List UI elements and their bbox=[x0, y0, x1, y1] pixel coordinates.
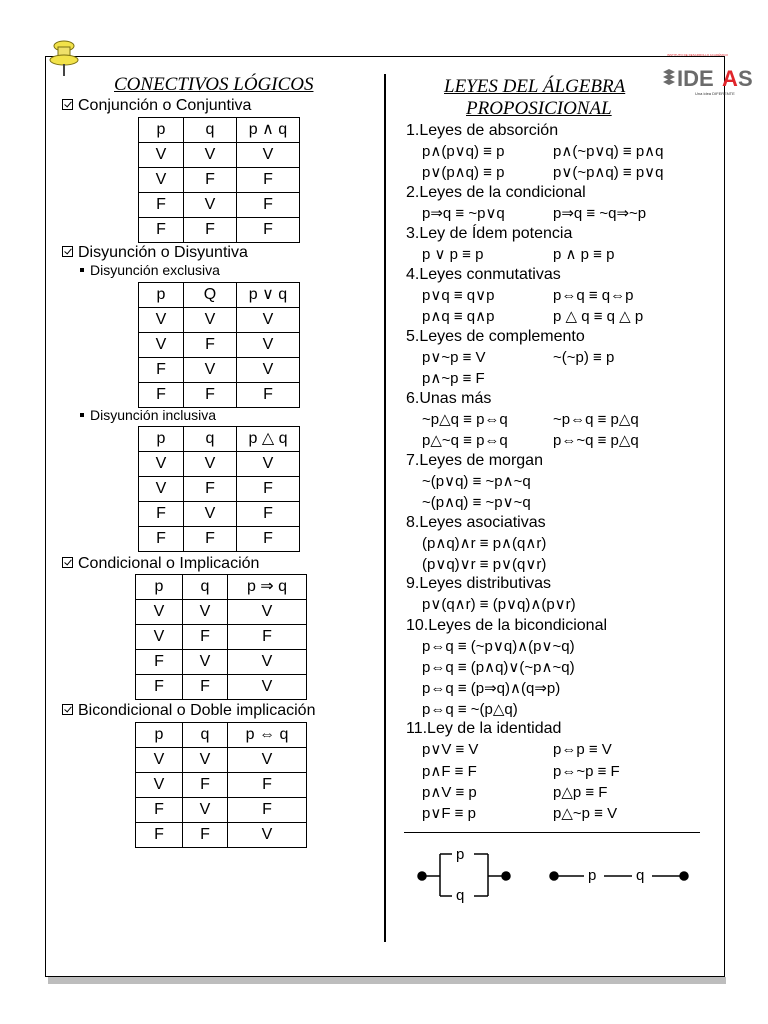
table-row bbox=[139, 193, 300, 218]
table-cell: V bbox=[139, 477, 184, 502]
table-cell: V bbox=[237, 143, 300, 168]
law-formula: ~p⇔q ≡ p△q bbox=[553, 411, 639, 428]
checkbox-icon bbox=[62, 557, 73, 568]
condicional-table bbox=[135, 574, 307, 700]
bicondicional-table bbox=[135, 722, 307, 848]
table-cell: V bbox=[139, 333, 184, 358]
table-header bbox=[139, 283, 300, 308]
table-cell: F bbox=[136, 675, 183, 700]
table-cell: q bbox=[184, 427, 237, 452]
table-row bbox=[139, 502, 300, 527]
table-cell: F bbox=[136, 650, 183, 675]
pushpin-icon bbox=[42, 38, 86, 86]
ideas-logo bbox=[655, 50, 761, 100]
law-heading: 3.Ley de Ídem potencia bbox=[406, 225, 573, 242]
table-cell: V bbox=[184, 143, 237, 168]
table-cell: F bbox=[139, 502, 184, 527]
bullet-icon bbox=[80, 268, 84, 272]
table-cell: F bbox=[237, 193, 300, 218]
table-cell: F bbox=[228, 773, 307, 798]
law-formula: p∨V ≡ V bbox=[422, 741, 479, 758]
inclusiva-label: Disyunción inclusiva bbox=[80, 407, 216, 423]
law-formula: (p∨q)∨r ≡ p∨(q∨r) bbox=[422, 556, 547, 573]
table-row bbox=[139, 452, 300, 477]
law-formula: p⇔q ≡ (~p∨q)∧(p∨~q) bbox=[422, 638, 575, 655]
law-formula: p⇒q ≡ ~p∨q bbox=[422, 205, 505, 222]
table-cell: V bbox=[136, 600, 183, 625]
table-row bbox=[136, 625, 307, 650]
table-cell: V bbox=[139, 308, 184, 333]
table-row bbox=[136, 600, 307, 625]
table-cell: p ⇒ q bbox=[228, 575, 307, 600]
exclusiva-table bbox=[138, 282, 300, 408]
series-q: q bbox=[636, 867, 645, 884]
table-cell: q bbox=[184, 118, 237, 143]
law-formula: p △ q ≡ q △ p bbox=[553, 308, 644, 325]
leyes-title-line2: PROPOSICIONAL bbox=[466, 98, 612, 119]
conjuncion-heading: Conjunción o Conjuntiva bbox=[62, 97, 251, 115]
table-cell: F bbox=[183, 823, 228, 848]
law-formula: p⇔~q ≡ p△q bbox=[553, 432, 639, 449]
table-cell: V bbox=[136, 625, 183, 650]
table-cell: F bbox=[184, 168, 237, 193]
inclusiva-table bbox=[138, 426, 300, 552]
bicondicional-heading: Bicondicional o Doble implicación bbox=[62, 702, 315, 720]
table-cell: V bbox=[184, 502, 237, 527]
table-row bbox=[139, 218, 300, 243]
table-cell: p bbox=[136, 575, 183, 600]
svg-text:INSTITUTO DE DESARROLLO ACADÉM: INSTITUTO DE DESARROLLO ACADÉMICO bbox=[667, 53, 728, 57]
law-heading: 11.Ley de la identidad bbox=[406, 720, 562, 737]
table-cell: V bbox=[228, 600, 307, 625]
table-row bbox=[139, 477, 300, 502]
law-formula: p⇔q ≡ ~(p△q) bbox=[422, 701, 518, 718]
table-cell: F bbox=[228, 625, 307, 650]
table-cell: q bbox=[183, 723, 228, 748]
table-cell: V bbox=[228, 650, 307, 675]
law-heading: 8.Leyes asociativas bbox=[406, 514, 546, 531]
law-formula: p⇔q ≡ q⇔p bbox=[553, 287, 634, 304]
law-heading: 10.Leyes de la bicondicional bbox=[406, 617, 608, 634]
table-cell: F bbox=[237, 218, 300, 243]
table-cell: p bbox=[139, 283, 184, 308]
law-formula: p∧(p∨q) ≡ p bbox=[422, 143, 505, 160]
table-row bbox=[139, 333, 300, 358]
table-cell: V bbox=[237, 358, 300, 383]
law-formula: p ∧ p ≡ p bbox=[553, 246, 615, 263]
law-formula: p△p ≡ F bbox=[553, 784, 608, 801]
table-row bbox=[136, 798, 307, 823]
table-row bbox=[139, 168, 300, 193]
law-formula: ~(~p) ≡ p bbox=[553, 349, 615, 366]
law-formula: p∧q ≡ q∧p bbox=[422, 308, 495, 325]
law-formula: p∨~p ≡ V bbox=[422, 349, 486, 366]
table-cell: F bbox=[184, 383, 237, 408]
condicional-heading: Condicional o Implicación bbox=[62, 555, 259, 573]
law-formula: p∨q ≡ q∨p bbox=[422, 287, 495, 304]
checkbox-icon bbox=[62, 99, 73, 110]
table-cell: V bbox=[139, 168, 184, 193]
law-formula: p⇔p ≡ V bbox=[553, 741, 612, 758]
law-formula: p∧F ≡ F bbox=[422, 763, 477, 780]
table-cell: p bbox=[139, 427, 184, 452]
svg-text:Una idea DIFERENTE: Una idea DIFERENTE bbox=[695, 91, 735, 96]
table-cell: V bbox=[136, 773, 183, 798]
table-cell: F bbox=[183, 675, 228, 700]
table-cell: q bbox=[183, 575, 228, 600]
table-header bbox=[139, 118, 300, 143]
table-header bbox=[136, 575, 307, 600]
table-cell: V bbox=[237, 333, 300, 358]
law-heading: 4.Leyes conmutativas bbox=[406, 266, 561, 283]
table-cell: V bbox=[139, 143, 184, 168]
table-cell: V bbox=[228, 675, 307, 700]
checkbox-icon bbox=[62, 246, 73, 257]
table-row bbox=[136, 823, 307, 848]
series-circuit bbox=[550, 872, 688, 880]
table-row bbox=[139, 527, 300, 552]
table-cell: p ∨ q bbox=[237, 283, 300, 308]
table-row bbox=[136, 773, 307, 798]
table-cell: F bbox=[184, 218, 237, 243]
law-formula: p∧~p ≡ F bbox=[422, 370, 485, 387]
law-formula: p∧(~p∨q) ≡ p∧q bbox=[553, 143, 664, 160]
table-cell: V bbox=[228, 823, 307, 848]
table-cell: F bbox=[184, 477, 237, 502]
law-formula: p△~q ≡ p⇔q bbox=[422, 432, 508, 449]
table-cell: F bbox=[184, 527, 237, 552]
circuit-diagrams bbox=[410, 842, 700, 904]
conjuncion-table bbox=[138, 117, 300, 243]
table-cell: V bbox=[183, 748, 228, 773]
table-cell: V bbox=[183, 650, 228, 675]
checkbox-icon bbox=[62, 704, 73, 715]
table-row bbox=[136, 675, 307, 700]
law-formula: p⇔q ≡ (p∧q)∨(~p∧~q) bbox=[422, 659, 575, 676]
law-formula: ~(p∧q) ≡ ~p∨~q bbox=[422, 494, 531, 511]
table-cell: F bbox=[237, 383, 300, 408]
table-row bbox=[136, 650, 307, 675]
law-heading: 7.Leyes de morgan bbox=[406, 452, 543, 469]
law-formula: p∨F ≡ p bbox=[422, 805, 476, 822]
law-formula: p ∨ p ≡ p bbox=[422, 246, 484, 263]
table-cell: V bbox=[237, 452, 300, 477]
table-cell: V bbox=[183, 600, 228, 625]
law-formula: ~p△q ≡ p⇔q bbox=[422, 411, 508, 428]
table-cell: F bbox=[139, 193, 184, 218]
table-cell: V bbox=[184, 452, 237, 477]
law-formula: (p∧q)∧r ≡ p∧(q∧r) bbox=[422, 535, 547, 552]
table-cell: F bbox=[183, 773, 228, 798]
table-cell: F bbox=[183, 625, 228, 650]
parallel-p: p bbox=[456, 846, 465, 863]
law-formula: p∨(q∧r) ≡ (p∨q)∧(p∨r) bbox=[422, 596, 576, 613]
law-formula: p∨(p∧q) ≡ p bbox=[422, 164, 505, 181]
law-formula: p⇒q ≡ ~q⇒~p bbox=[553, 205, 647, 222]
table-cell: F bbox=[184, 333, 237, 358]
table-cell: V bbox=[184, 308, 237, 333]
table-cell: p ∧ q bbox=[237, 118, 300, 143]
table-row bbox=[139, 358, 300, 383]
exclusiva-label: Disyunción exclusiva bbox=[80, 262, 220, 278]
table-cell: F bbox=[237, 477, 300, 502]
table-row bbox=[139, 383, 300, 408]
table-cell: F bbox=[139, 218, 184, 243]
conectivos-title: CONECTIVOS LÓGICOS bbox=[114, 74, 314, 95]
law-heading: 2.Leyes de la condicional bbox=[406, 184, 586, 201]
disyuncion-heading: Disyunción o Disyuntiva bbox=[62, 244, 248, 262]
table-cell: F bbox=[139, 527, 184, 552]
table-cell: F bbox=[228, 798, 307, 823]
table-cell: p bbox=[136, 723, 183, 748]
parallel-q: q bbox=[456, 887, 465, 904]
svg-text:IDE: IDE bbox=[677, 66, 714, 91]
table-cell: V bbox=[136, 748, 183, 773]
law-formula: p⇔q ≡ (p⇒q)∧(q⇒p) bbox=[422, 680, 561, 697]
law-formula: p∨(~p∧q) ≡ p∨q bbox=[553, 164, 664, 181]
table-cell: V bbox=[184, 358, 237, 383]
column-divider bbox=[384, 74, 386, 942]
table-cell: V bbox=[228, 748, 307, 773]
table-cell: F bbox=[136, 798, 183, 823]
law-heading: 1.Leyes de absorción bbox=[406, 122, 559, 139]
table-cell: V bbox=[184, 193, 237, 218]
table-cell: p ⇔ q bbox=[228, 723, 307, 748]
table-cell: F bbox=[139, 358, 184, 383]
series-p: p bbox=[588, 867, 597, 884]
law-formula: p△~p ≡ V bbox=[553, 805, 618, 822]
svg-text:A: A bbox=[722, 66, 738, 91]
bullet-icon bbox=[80, 413, 84, 417]
table-cell: F bbox=[237, 502, 300, 527]
table-cell: V bbox=[183, 798, 228, 823]
leyes-title-line1: LEYES DEL ÁLGEBRA bbox=[444, 76, 626, 97]
law-formula: p⇔~p ≡ F bbox=[553, 763, 620, 780]
table-cell: V bbox=[139, 452, 184, 477]
table-cell: p bbox=[139, 118, 184, 143]
table-cell: F bbox=[237, 168, 300, 193]
svg-text:S: S bbox=[738, 66, 753, 91]
table-cell: Q bbox=[184, 283, 237, 308]
law-heading: 6.Unas más bbox=[406, 390, 492, 407]
frame-shadow bbox=[48, 977, 726, 984]
table-cell: V bbox=[237, 308, 300, 333]
table-header bbox=[139, 427, 300, 452]
law-heading: 5.Leyes de complemento bbox=[406, 328, 585, 345]
law-formula: ~(p∨q) ≡ ~p∧~q bbox=[422, 473, 531, 490]
table-row bbox=[139, 143, 300, 168]
table-row bbox=[139, 308, 300, 333]
table-header bbox=[136, 723, 307, 748]
table-cell: p △ q bbox=[237, 427, 300, 452]
separator-line bbox=[404, 832, 700, 833]
law-formula: p∧V ≡ p bbox=[422, 784, 477, 801]
table-cell: F bbox=[136, 823, 183, 848]
table-cell: F bbox=[237, 527, 300, 552]
table-cell: F bbox=[139, 383, 184, 408]
law-heading: 9.Leyes distributivas bbox=[406, 575, 551, 592]
table-row bbox=[136, 748, 307, 773]
